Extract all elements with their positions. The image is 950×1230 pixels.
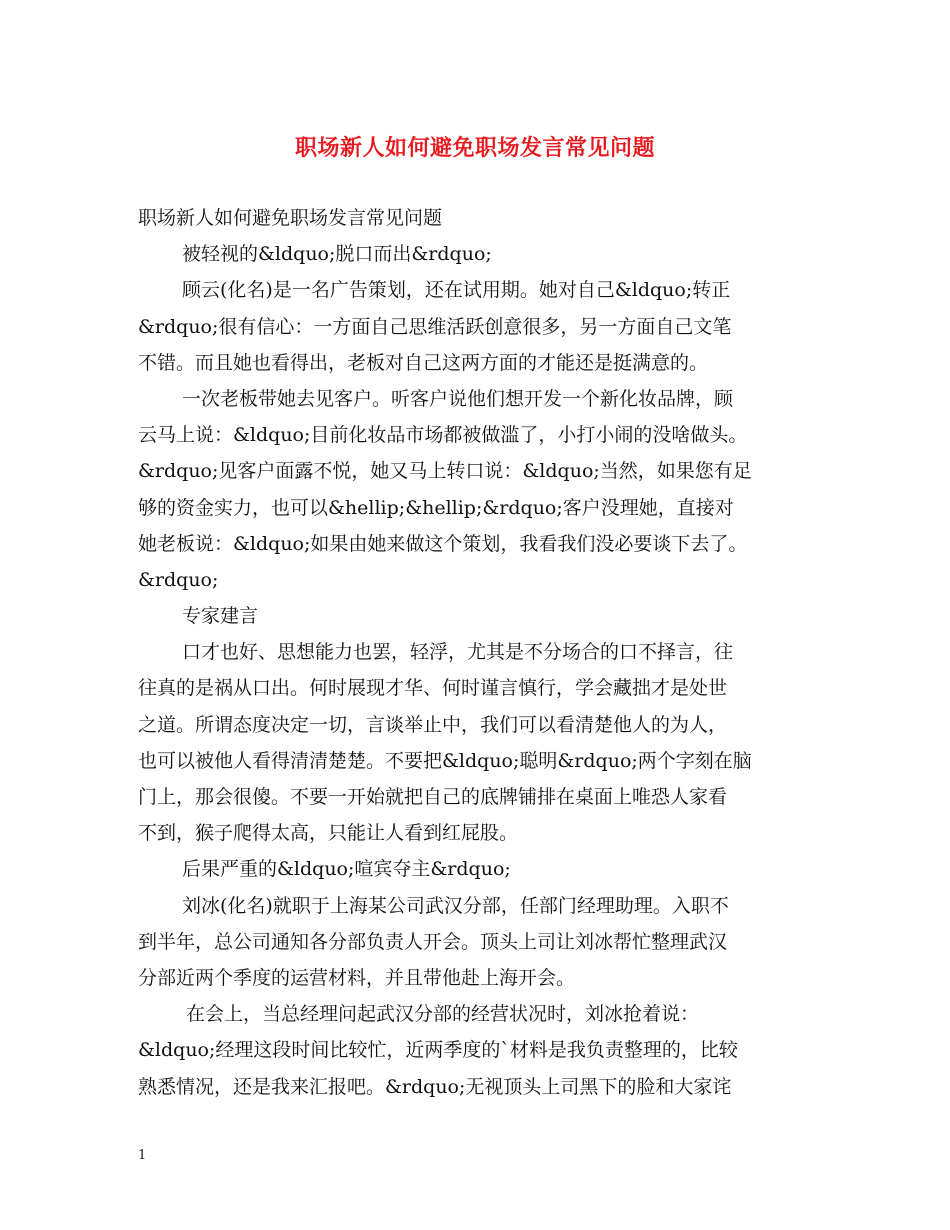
paragraph-line: 够的资金实力，也可以&hellip;&hellip;&rdquo;客户没理她，直接对: [138, 496, 734, 519]
paragraph-line: 往真的是祸从口出。何时展现才华、何时谨言慎行，学会藏拙才是处世: [138, 677, 728, 700]
paragraph-line: 顾云(化名)是一名广告策划，还在试用期。她对自己&ldquo;转正: [182, 279, 731, 302]
paragraph-line: 之道。所谓态度决定一切，言谈举止中，我们可以看清楚他人的为人，: [138, 713, 728, 736]
paragraph-line: 她老板说：&ldquo;如果由她来做这个策划，我看我们没必要谈下去了。: [138, 532, 748, 555]
paragraph-line: 也可以被他人看得清清楚楚。不要把&ldquo;聪明&rdquo;两个字刻在脑: [138, 749, 752, 772]
page-number: 1: [138, 1148, 147, 1163]
paragraph-line: 一次老板带她去见客户。听客户说他们想开发一个新化妆品牌，顾: [182, 387, 734, 410]
paragraph-line: 口才也好、思想能力也罢，轻浮，尤其是不分场合的口不择言，往: [182, 641, 734, 664]
paragraph-line: 到半年，总公司通知各分部负责人开会。顶头上司让刘冰帮忙整理武汉: [138, 930, 728, 953]
paragraph-line: 不错。而且她也看得出，老板对自己这两方面的才能还是挺满意的。: [138, 351, 709, 374]
paragraph-line: 熟悉情况，还是我来汇报吧。&rdquo;无视顶头上司黑下的脸和大家诧: [138, 1075, 732, 1098]
paragraph-line: 不到，猴子爬得太高，只能让人看到红屁股。: [138, 822, 519, 845]
paragraph-line: &rdquo;很有信心：一方面自己思维活跃创意很多，另一方面自己文笔: [138, 315, 732, 338]
section-heading: 后果严重的&ldquo;喧宾夺主&rdquo;: [182, 858, 511, 881]
paragraph-line: &ldquo;经理这段时间比较忙，近两季度的`材料是我负责整理的，比较: [138, 1039, 738, 1062]
paragraph-line: 分部近两个季度的运营材料，并且带他赴上海开会。: [138, 966, 576, 989]
paragraph-line: 云马上说：&ldquo;目前化妆品市场都被做滥了，小打小闹的没啥做头。: [138, 424, 748, 447]
section-heading: 被轻视的&ldquo;脱口而出&rdquo;: [182, 243, 492, 266]
document-title: 职场新人如何避免职场发言常见问题: [294, 135, 655, 161]
paragraph-line: 门上，那会很傻。不要一开始就把自己的底牌铺排在桌面上唯恐人家看: [138, 786, 728, 808]
paragraph-line: &rdquo;见客户面露不悦，她又马上转口说：&ldquo;当然，如果您有足: [138, 460, 752, 483]
paragraph-line: 刘冰(化名)就职于上海某公司武汉分部，任部门经理助理。入职不: [182, 894, 729, 917]
paragraph-line: 在会上，当总经理问起武汉分部的经营状况时，刘冰抢着说：: [186, 1003, 700, 1026]
section-heading: 专家建言: [182, 605, 259, 628]
paragraph-line: 职场新人如何避免职场发言常见问题: [138, 207, 443, 229]
paragraph-line: &rdquo;: [138, 568, 219, 591]
document-body: [138, 200, 818, 1105]
